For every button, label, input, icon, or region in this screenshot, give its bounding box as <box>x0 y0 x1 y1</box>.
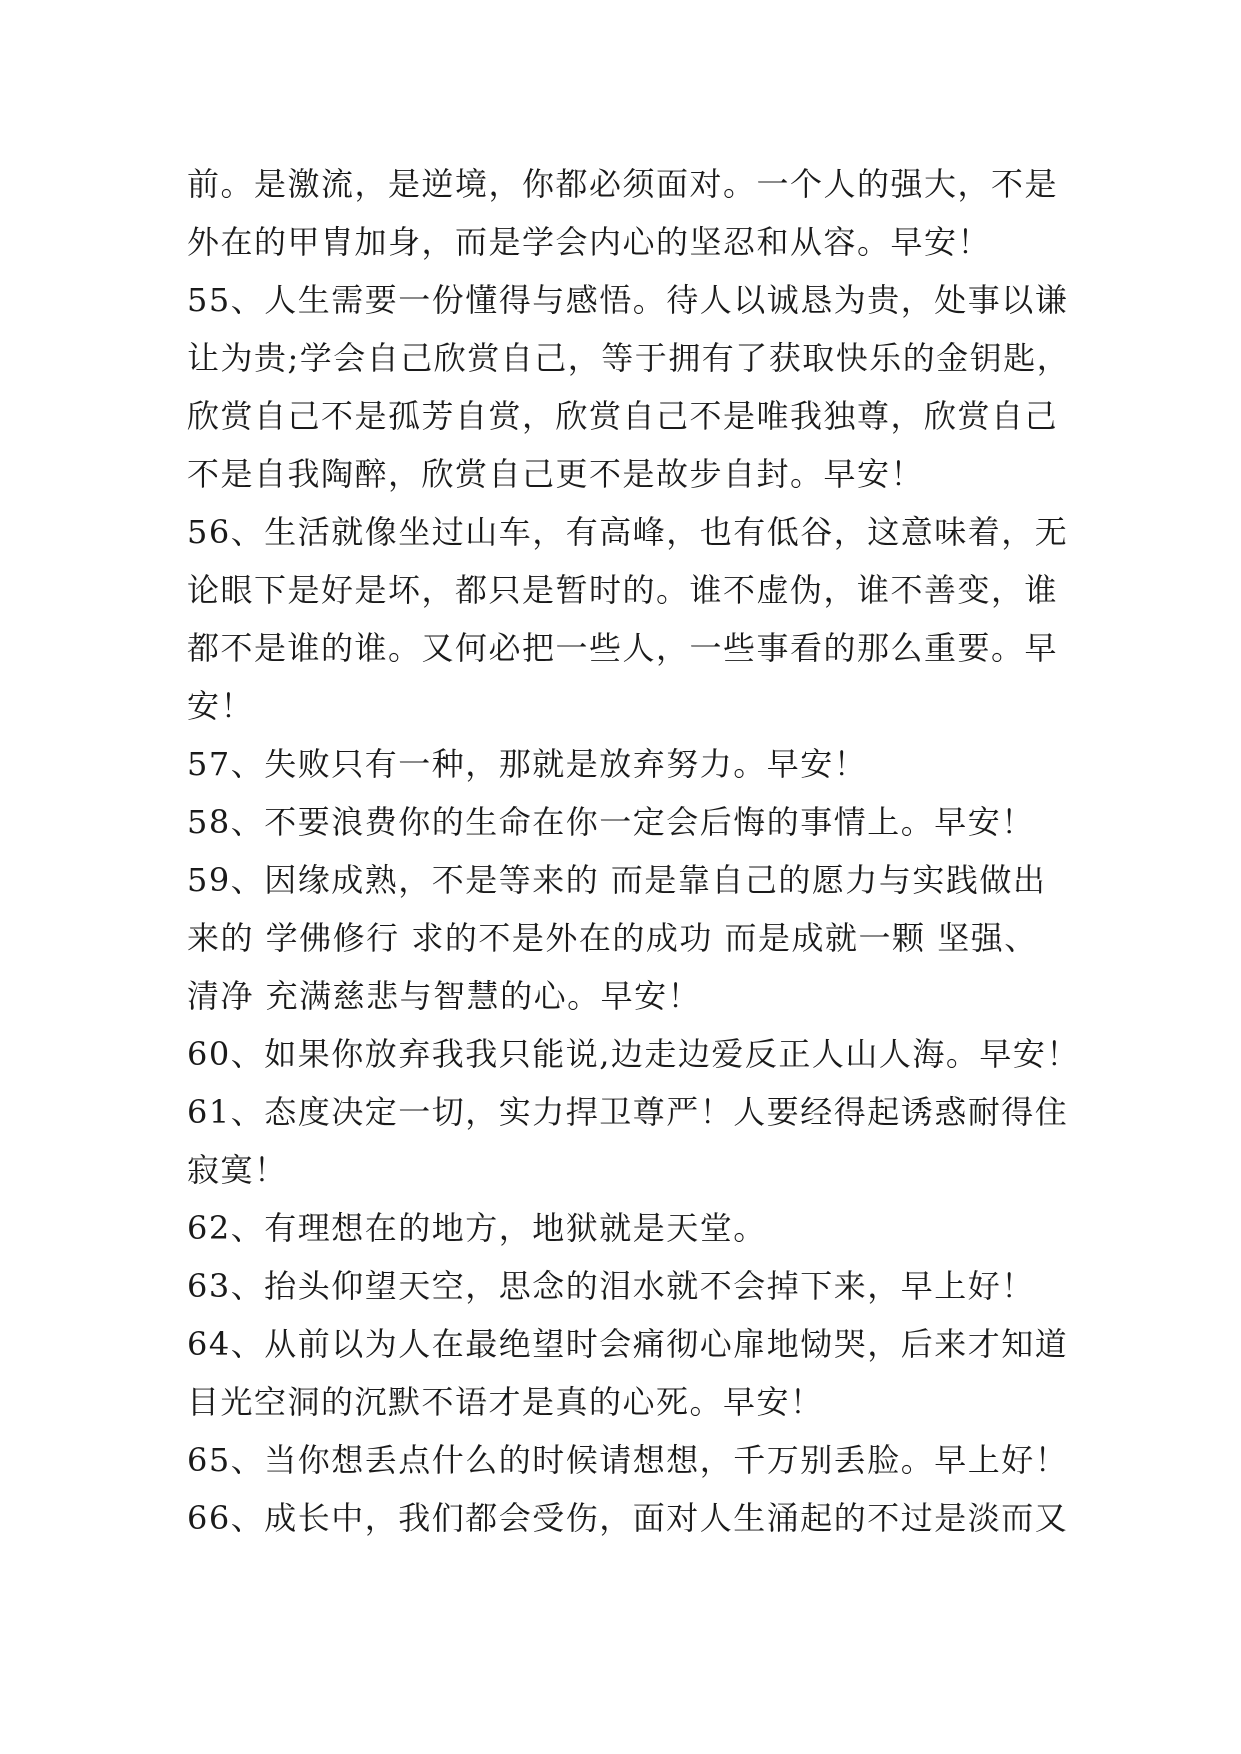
text-line: 55、人生需要一份懂得与感悟。待人以诚恳为贵，处事以谦 <box>187 281 1069 319</box>
text-line: 64、从前以为人在最绝望时会痛彻心扉地恸哭，后来才知道 <box>187 1325 1069 1363</box>
text-line: 目光空洞的沉默不语才是真的心死。早安！ <box>187 1383 824 1421</box>
text-line: 清净 充满慈悲与智慧的心。早安！ <box>187 977 702 1015</box>
text-line: 63、抬头仰望天空，思念的泪水就不会掉下来，早上好！ <box>187 1267 1035 1305</box>
text-line: 58、不要浪费你的生命在你一定会后悔的事情上。早安！ <box>187 803 1035 841</box>
text-line: 62、有理想在的地方，地狱就是天堂。 <box>187 1209 767 1247</box>
text-line: 56、生活就像坐过山车，有高峰，也有低谷，这意味着，无 <box>187 513 1069 551</box>
text-line: 前。是激流，是逆境，你都必须面对。一个人的强大，不是 <box>187 165 1059 203</box>
text-line: 寂寞！ <box>187 1151 288 1189</box>
text-line: 来的 学佛修行 求的不是外在的成功 而是成就一颗 坚强、 <box>187 919 1038 957</box>
text-line: 安！ <box>187 687 255 725</box>
text-line: 外在的甲胄加身，而是学会内心的坚忍和从容。早安！ <box>187 223 992 261</box>
text-line: 不是自我陶醉，欣赏自己更不是故步自封。早安！ <box>187 455 925 493</box>
text-line: 都不是谁的谁。又何必把一些人，一些事看的那么重要。早 <box>187 629 1059 667</box>
text-line: 61、态度决定一切，实力捍卫尊严！人要经得起诱惑耐得住 <box>187 1093 1069 1131</box>
text-line: 论眼下是好是坏，都只是暂时的。谁不虚伪，谁不善变，谁 <box>187 571 1059 609</box>
text-line: 60、如果你放弃我我只能说,边走边爱反正人山人海。早安！ <box>187 1035 1080 1073</box>
document-body <box>187 155 1080 1547</box>
text-line: 让为贵;学会自己欣赏自己，等于拥有了获取快乐的金钥匙， <box>187 339 1071 377</box>
text-line: 57、失败只有一种，那就是放弃努力。早安！ <box>187 745 868 783</box>
text-line: 欣赏自己不是孤芳自赏，欣赏自己不是唯我独尊，欣赏自己 <box>187 397 1059 435</box>
text-line: 59、因缘成熟，不是等来的 而是靠自己的愿力与实践做出 <box>187 861 1047 899</box>
text-line: 65、当你想丢点什么的时候请想想，千万别丢脸。早上好！ <box>187 1441 1069 1479</box>
text-line: 66、成长中，我们都会受伤，面对人生涌起的不过是淡而又 <box>187 1499 1069 1537</box>
